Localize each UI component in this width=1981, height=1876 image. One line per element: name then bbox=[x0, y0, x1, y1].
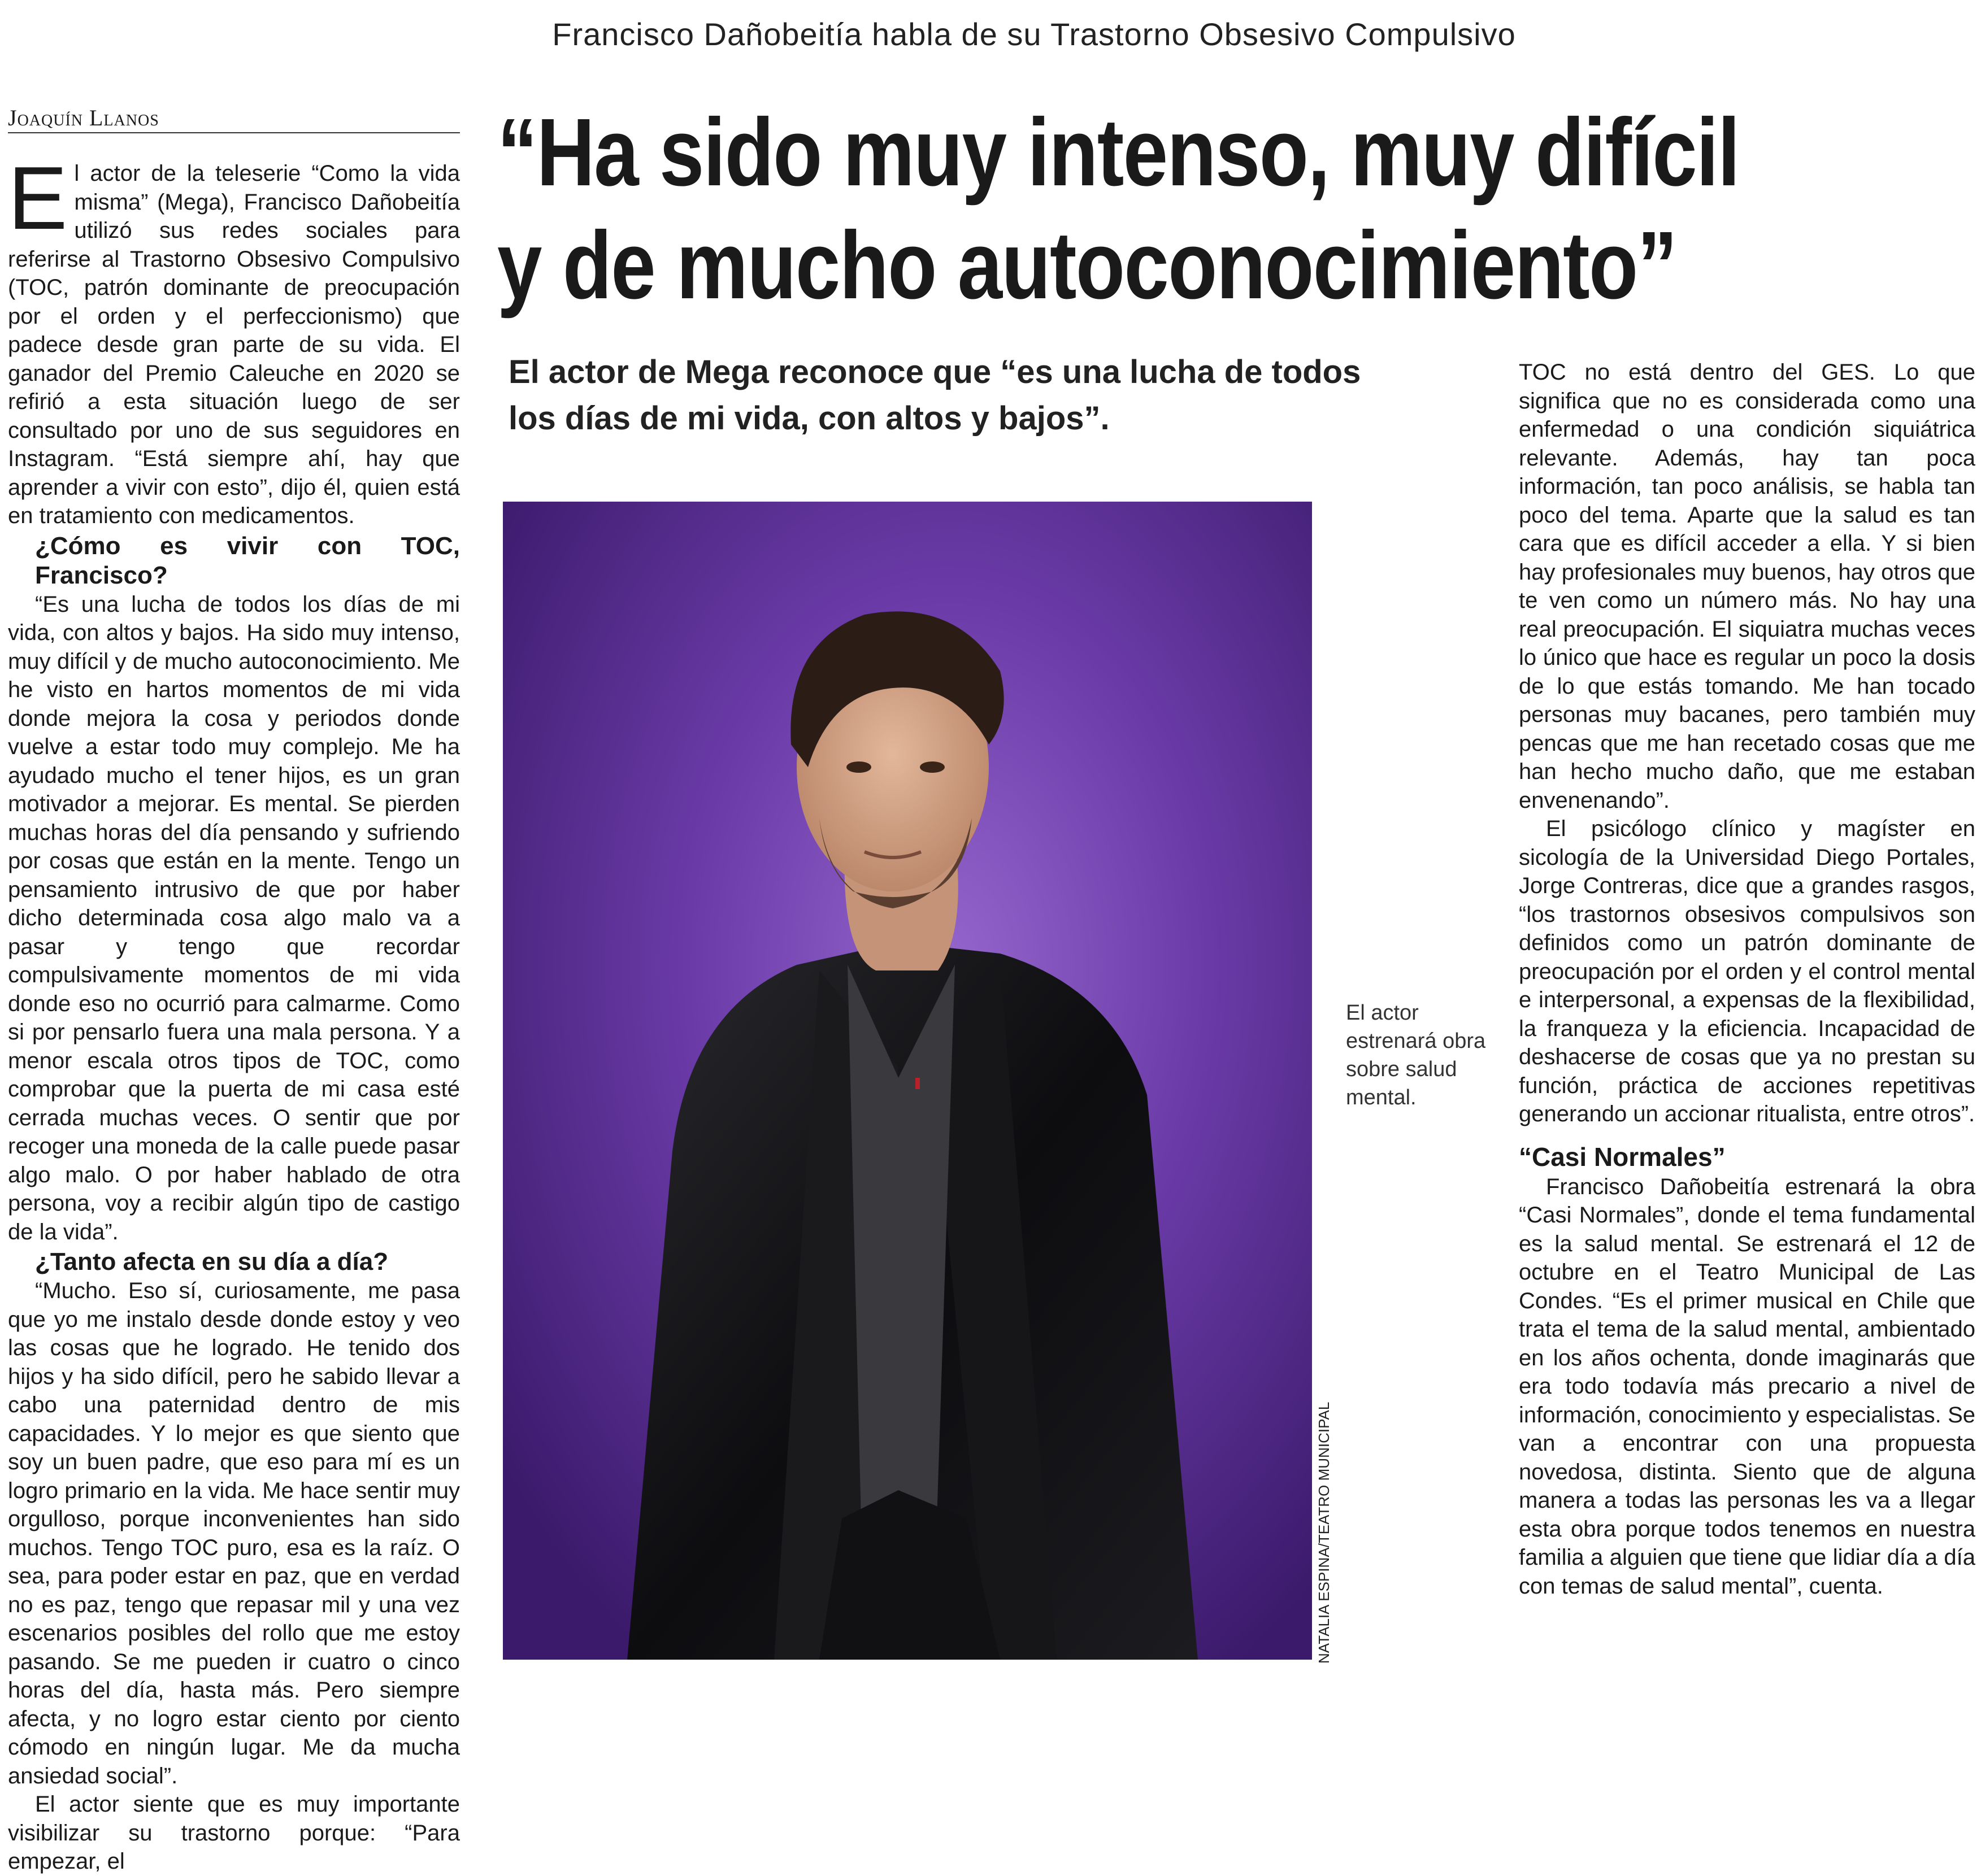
question-2: ¿Tanto afecta en su día a día? bbox=[35, 1248, 389, 1276]
actor-portrait-illustration bbox=[503, 502, 1312, 1660]
headline-line-1: “Ha sido muy intenso, muy difícil bbox=[497, 99, 1739, 206]
kicker: Francisco Dañobeitía habla de su Trastorno Obsesivo Compulsivo bbox=[552, 16, 1516, 52]
expert-paragraph: El psicólogo clínico y magíster en sicología de la Universidad Diego Portales, Jorge Contreras, dice que a grandes rasgos, “los trastornos obsesivos compulsivos son definidos como un patrón dominante de preocupación por el orden y el control mental e interpersonal, a expensas de la flexibilidad, la franqueza y la eficiencia. Incapacidad de deshacerse de cosas que ya no prestan su función, práctica de acciones repetitivas generando un accionar ritualista, entre otros”. bbox=[1519, 816, 1975, 1126]
photo-caption: El actor estrenará obra sobre salud mental. bbox=[1346, 1001, 1486, 1109]
actor-photo bbox=[503, 502, 1312, 1660]
headline bbox=[497, 96, 1741, 322]
intro-paragraph bbox=[8, 149, 460, 530]
article-column-left bbox=[8, 149, 460, 1876]
deck: El actor de Mega reconoce que “es una lucha de todos los días de mi vida, con altos y bajos”. bbox=[509, 354, 1361, 437]
article-column-right bbox=[1519, 358, 1975, 1600]
photo-credit: NATALIA ESPINA/TEATRO MUNICIPAL bbox=[1315, 1401, 1332, 1664]
subhead-casi-normales: “Casi Normales” bbox=[1519, 1142, 1726, 1172]
drop-cap: E bbox=[8, 149, 68, 248]
answer-2: “Mucho. Eso sí, curiosamente, me pasa que yo me instalo desde donde estoy y veo las cosas que he logrado. He tenido dos hijos y ha sido difícil, pero he sabido llevar a cabo una paternidad dentro de mis capacidades. Y lo mejor es que siento que soy un buen padre, que eso para mí es un logro primario en la vida. Me hace sentir muy orgulloso, porque inconvenientes han sido muchos. Tengo TOC puro, esa es la raíz. O sea, para poder estar en paz, que en verdad no es paz, tengo que repasar mil y una vez escenarios posibles del rollo que me estoy pasando. Se me pueden ir cuatro o cinco horas del día, hasta más. Pero siempre afecta, y no logro estar ciento por ciento cómodo en ningún lugar. Me da mucha ansiedad social”. bbox=[8, 1278, 460, 1788]
paragraph-continues: El actor siente que es muy importante visibilizar su trastorno porque: “Para empezar, el bbox=[8, 1792, 460, 1874]
casi-normales-paragraph: Francisco Dañobeitía estrenará la obra “Casi Normales”, donde el tema fundamental es la salud mental. Se estrenará el 12 de octubre en el Teatro Municipal de Las Condes. “Es el primer musical en Chile que trata el tema de la salud mental, ambientado en los años ochenta, donde imaginarás que era todo todavía más precario a nivel de información, conocimiento y especialistas. Se van a encontrar con una propuesta novedosa, distinta. Siento que de alguna manera a todas las personas les va a llegar esta obra porque todos tenemos en nuestra familia a alguien que tiene que lidiar día a día con temas de salud mental”, cuenta. bbox=[1519, 1174, 1975, 1599]
byline: Joaquín Llanos bbox=[8, 105, 460, 133]
answer-1: “Es una lucha de todos los días de mi vida, con altos y bajos. Ha sido muy intenso, muy difícil y de mucho autoconocimiento. Me he visto en hartos momentos de mi vida donde mejora la cosa y periodos donde vuelve a estar todo muy complejo. Me ha ayudado mucho el tener hijos, es un gran motivador a mejorar. Es mental. Se pierden muchas horas del día pensando y sufriendo por cosas que están en la mente. Tengo un pensamiento intrusivo de que por haber dicho determinada cosa algo malo va a pasar y tengo que recordar compulsivamente momentos de mi vida donde eso no ocurrió para calmarme. Como si por pensarlo fuera una mala persona. Y a menor escala otros tipos de TOC, como comprobar que la puerta de mi casa esté cerrada muchas veces. O sentir que por recoger una moneda de la calle puede pasar algo malo. O por haber hablado de otra persona, voy a recibir algún tipo de castigo de la vida”. bbox=[8, 591, 460, 1244]
paragraph-continued: TOC no está dentro del GES. Lo que significa que no es considerada como una enfermedad o una condición siquiátrica relevante. Además, hay tan poca información, tan poco análisis, se habla tan poco del tema. Aparte que la salud es tan cara que es difícil acceder a ella. Y si bien hay profesionales muy buenos, hay otros que te ven como un número más. No hay una real preocupación. El siquiatra muchas veces lo único que hace es regular un poco la dosis de lo que estás tomando. Me han tocado personas muy bacanes, pero también muy pencas que me han recetado cosas que me han hecho mucho daño, que me estaban envenenando”. bbox=[1519, 360, 1975, 813]
intro-text: l actor de la teleserie “Como la vida misma” (Mega), Francisco Dañobeitía utilizó sus redes sociales para referirse al Trastorno Obsesivo Compulsivo (TOC, patrón dominante de preocupación por el orden y el perfeccionismo) que padece desde gran parte de su vida. El ganador del Premio Caleuche en 2020 se refirió a esta situación luego de ser consultado por uno de sus seguidores en Instagram. “Está siempre ahí, hay que aprender a vivir con esto”, dijo él, quien está en tratamiento con medicamentos. bbox=[8, 161, 460, 528]
question-1: ¿Cómo es vivir con TOC, Francisco? bbox=[35, 532, 460, 589]
headline-line-2: y de mucho autoconocimiento” bbox=[497, 212, 1677, 319]
